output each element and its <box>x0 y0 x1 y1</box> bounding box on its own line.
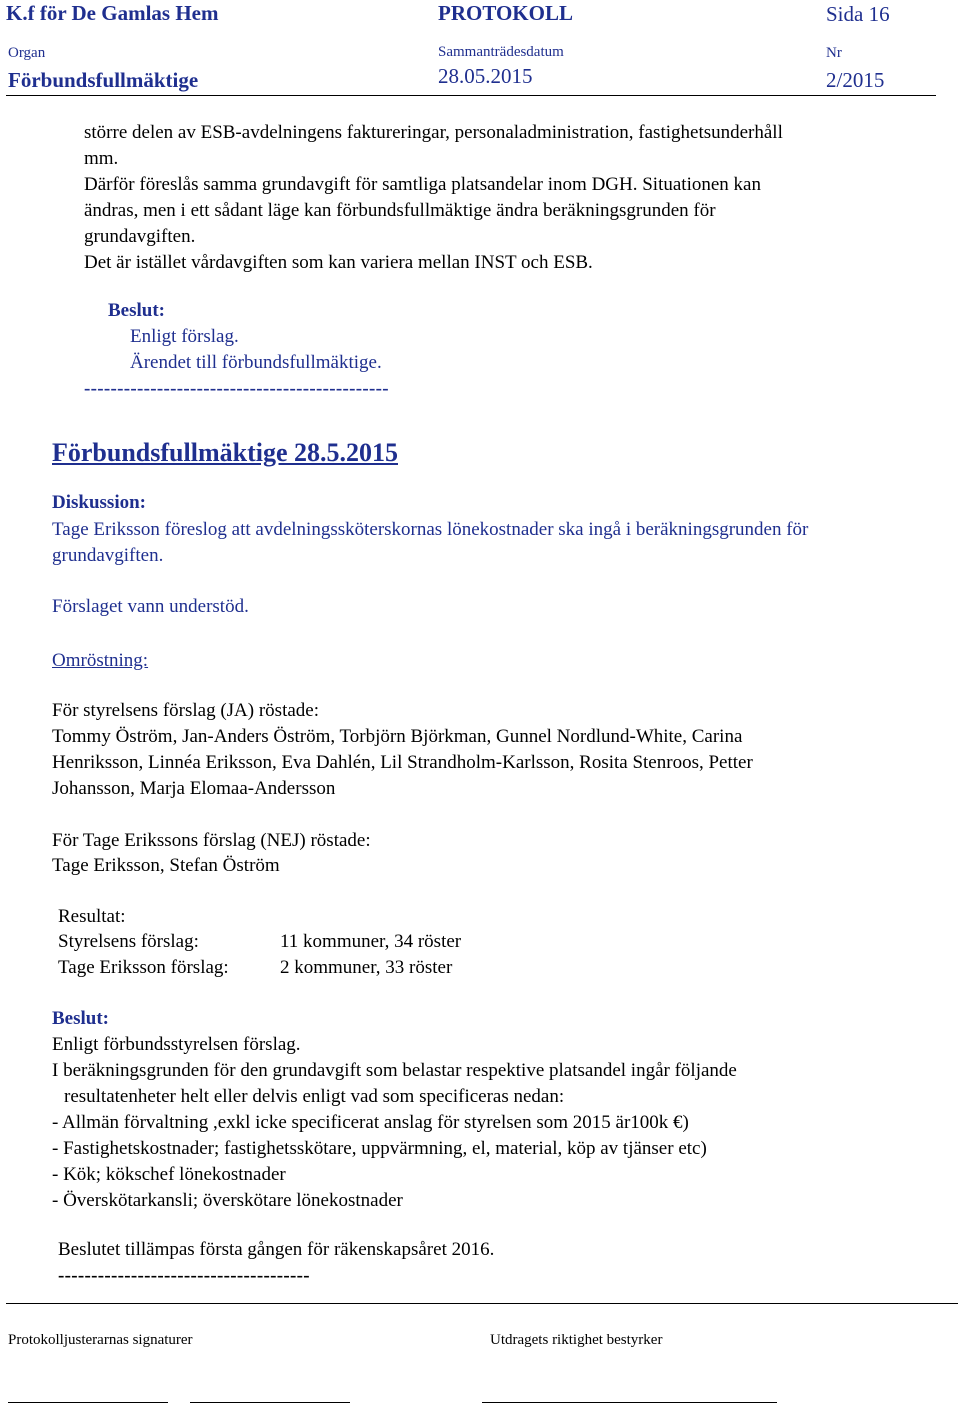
decision-line: - Fastighetskostnader; fastighetsskötare, uppvärmning, el, material, köp av tjänser etc) <box>52 1138 707 1159</box>
decision-line: - Kök; kökschef lönekostnader <box>52 1164 286 1185</box>
doc-type: PROTOKOLL <box>438 1 573 25</box>
discussion-text <box>52 517 808 569</box>
certified-label: Utdragets riktighet bestyrker <box>490 1332 663 1348</box>
decision-line: Enligt förslag. <box>130 326 239 347</box>
section2-decision-label: Beslut: <box>52 1008 109 1029</box>
vote-label: Omröstning: <box>52 650 149 671</box>
nej-label: För Tage Erikssons förslag (NEJ) röstade: <box>52 830 371 851</box>
discussion-line: grundavgiften. <box>52 545 164 566</box>
organ-value: Förbundsfullmäktige <box>8 68 199 92</box>
result-row-value: 2 kommuner, 33 röster <box>280 957 453 978</box>
applied-text: Beslutet tillämpas första gången för räkenskapsåret 2016. <box>58 1239 495 1260</box>
section1-decision <box>130 324 382 376</box>
names-line: Tommy Öström, Jan-Anders Öström, Torbjörn Björkman, Gunnel Nordlund-White, Carina <box>52 726 743 747</box>
certification-line <box>482 1402 777 1403</box>
section2-separator: -------------------------------------- <box>58 1265 310 1286</box>
names-line: Johansson, Marja Elomaa-Andersson <box>52 778 336 799</box>
discussion-label: Diskussion: <box>52 492 146 513</box>
date-value: 28.05.2015 <box>438 64 533 88</box>
section2-heading: Förbundsfullmäktige 28.5.2015 <box>52 438 398 467</box>
decision-line: resultatenheter helt eller delvis enligt vad som specificeras nedan: <box>64 1086 565 1107</box>
ja-label: För styrelsens förslag (JA) röstade: <box>52 700 320 721</box>
result-label: Resultat: <box>58 906 126 927</box>
signatures-label: Protokolljusterarnas signaturer <box>8 1332 193 1348</box>
page-number: Sida 16 <box>826 2 890 26</box>
decision-line: Ärendet till förbundsfullmäktige. <box>130 352 382 373</box>
organ-label: Organ <box>8 45 46 61</box>
result-row-label: Styrelsens förslag: <box>58 931 199 952</box>
decision-line: I beräkningsgrunden för den grundavgift som belastar respektive platsandel ingår följande <box>52 1060 737 1081</box>
ja-names <box>52 724 753 802</box>
header-rule <box>6 95 936 96</box>
result-row-label: Tage Eriksson förslag: <box>58 957 229 978</box>
signature-line <box>190 1402 350 1403</box>
section1-text <box>84 120 783 276</box>
signature-line <box>8 1402 168 1403</box>
paragraph-line: mm. <box>84 148 119 169</box>
paragraph-line: ändras, men i ett sådant läge kan förbundsfullmäktige ändra beräkningsgrunden för <box>84 200 716 221</box>
discussion-line: Tage Eriksson föreslog att avdelningssköterskornas lönekostnader ska ingå i beräkningsgrunden för <box>52 519 809 540</box>
paragraph-line: Därför föreslås samma grundavgift för samtliga platsandelar inom DGH. Situationen kan <box>84 174 761 195</box>
result-row-value: 11 kommuner, 34 röster <box>280 931 462 952</box>
nej-names: Tage Eriksson, Stefan Öström <box>52 855 280 876</box>
decision-line: - Överskötarkansli; överskötare lönekostnader <box>52 1190 403 1211</box>
section1-separator: ---------------------------------------------- <box>84 378 389 399</box>
decision-line: Enligt förbundsstyrelsen förslag. <box>52 1034 301 1055</box>
section2-decision <box>52 1032 737 1214</box>
paragraph-line: Det är istället vårdavgiften som kan variera mellan INST och ESB. <box>84 252 593 273</box>
nr-label: Nr <box>826 45 842 61</box>
date-label: Sammanträdesdatum <box>438 44 564 60</box>
paragraph-line: större delen av ESB-avdelningens faktureringar, personaladministration, fastighetsunderhåll <box>84 122 783 143</box>
section1-decision-label: Beslut: <box>108 300 165 321</box>
decision-line: - Allmän förvaltning ,exkl icke specificerat anslag för styrelsen som 2015 är100k €) <box>52 1112 689 1133</box>
paragraph-line: grundavgiften. <box>84 226 196 247</box>
support-text: Förslaget vann understöd. <box>52 596 249 617</box>
names-line: Henriksson, Linnéa Eriksson, Eva Dahlén, Lil Strandholm-Karlsson, Rosita Stenroos, Petter <box>52 752 753 773</box>
org-name: K.f för De Gamlas Hem <box>6 1 219 25</box>
footer-rule <box>6 1303 958 1304</box>
nr-value: 2/2015 <box>826 68 885 92</box>
